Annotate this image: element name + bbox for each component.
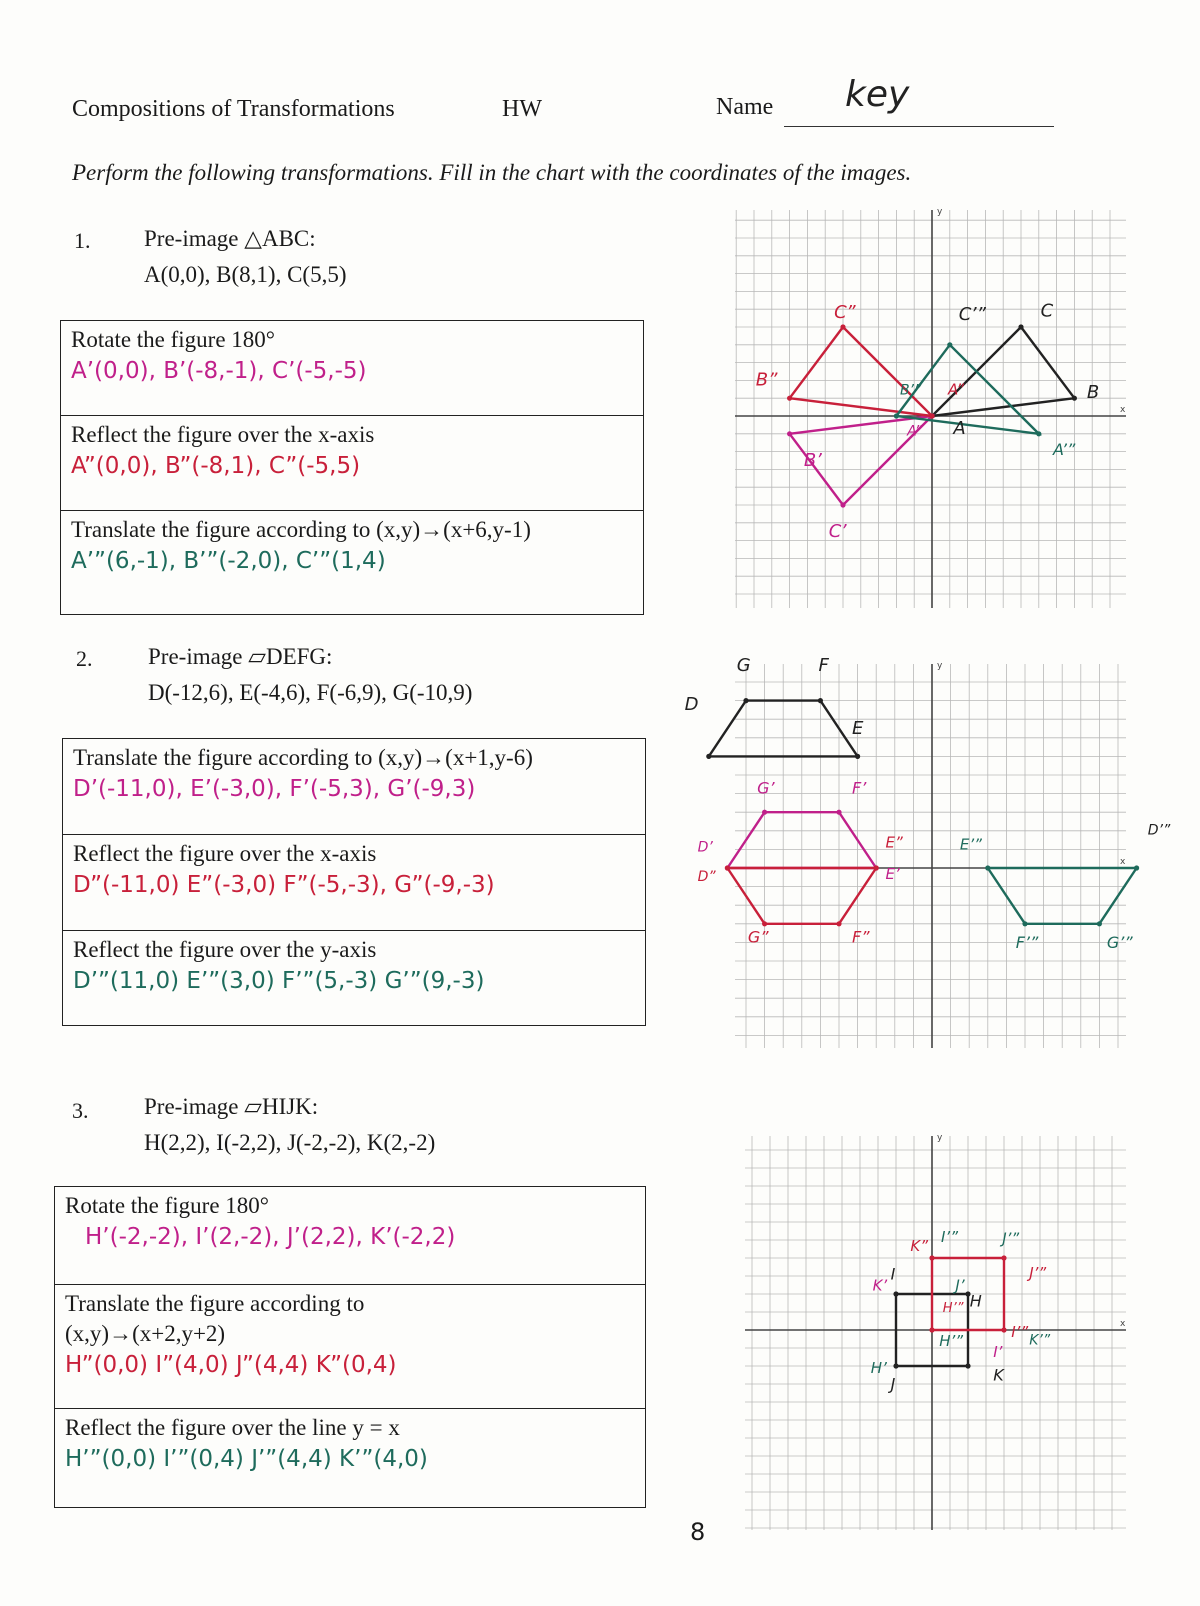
vertex-label: A’”: [1053, 440, 1076, 460]
x-axis-label: x: [1120, 857, 1126, 867]
vertex-label: I: [890, 1264, 896, 1284]
vertex-label: K: [993, 1365, 1004, 1385]
preimage-coords: A(0,0), B(8,1), C(5,5): [144, 262, 347, 287]
y-axis-label: y: [937, 1133, 943, 1143]
problem-number: 1.: [74, 228, 91, 253]
vertex-label: K”: [910, 1236, 929, 1255]
vertex-label: E: [852, 718, 864, 740]
vertex-label: A”: [948, 380, 965, 399]
vertex-label: G: [736, 654, 751, 676]
vertex-label: A: [953, 417, 966, 439]
y-axis-label: y: [937, 661, 943, 671]
vertex-label: E”: [885, 833, 903, 852]
vertex-label: C’”: [958, 303, 986, 325]
x-axis-label: x: [1120, 405, 1126, 415]
y-axis-label: y: [937, 207, 943, 217]
row-answer[interactable]: D”(-11,0) E”(-3,0) F”(-5,-3), G”(-9,-3): [73, 872, 495, 898]
vertex-point: [947, 342, 952, 347]
vertex-point: [1001, 1327, 1006, 1332]
row-answer[interactable]: D’(-11,0), E’(-3,0), F’(-5,3), G’(-9,3): [73, 776, 476, 802]
vertex-label: J’”: [1002, 1229, 1020, 1248]
vertex-label: H’”: [939, 1332, 964, 1351]
vertex-point: [762, 921, 767, 926]
row-label: Reflect the figure over the x-axis: [73, 841, 377, 866]
graph-1: [735, 207, 1126, 608]
vertex-point: [1072, 396, 1077, 401]
row-answer[interactable]: H’”(0,0) I’”(0,4) J’”(4,4) K’”(4,0): [65, 1446, 428, 1472]
vertex-point: [836, 921, 841, 926]
instructions: Perform the following transformations. Fill in the chart with the coordinates of the images.: [72, 160, 912, 185]
row-answer[interactable]: D’”(11,0) E’”(3,0) F’”(5,-3) G’”(9,-3): [73, 968, 485, 994]
vertex-label: C: [1040, 300, 1054, 322]
vertex-point: [787, 396, 792, 401]
vertex-label: D: [684, 693, 699, 715]
vertex-point: [894, 413, 899, 418]
vertex-label: I’: [993, 1343, 1003, 1361]
vertex-label: B: [1086, 382, 1100, 404]
vertex-point: [874, 865, 879, 870]
vertex-label: K’: [872, 1276, 888, 1295]
row-label: Translate the figure according to: [65, 1291, 365, 1316]
graph-3: [745, 1133, 1126, 1530]
vertex-label: H’: [870, 1359, 887, 1378]
vertex-label: C’: [828, 521, 847, 543]
problem-number: 2.: [76, 646, 93, 671]
vertex-label: D’: [697, 839, 713, 856]
name-label: Name: [716, 94, 774, 120]
row-answer[interactable]: A”(0,0), B”(-8,1), C”(-5,5): [71, 453, 361, 479]
vertex-point: [706, 754, 711, 759]
preimage-coords: D(-12,6), E(-4,6), F(-6,9), G(-10,9): [148, 680, 473, 705]
vertex-point: [840, 502, 845, 507]
row-answer[interactable]: A’(0,0), B’(-8,-1), C’(-5,-5): [71, 358, 367, 384]
x-axis-label: x: [1120, 1319, 1126, 1329]
vertex-label: B’: [803, 449, 822, 471]
vertex-point: [840, 324, 845, 329]
vertex-point: [762, 810, 767, 815]
row-answer[interactable]: H”(0,0) I”(4,0) J”(4,4) K”(0,4): [65, 1352, 397, 1378]
vertex-label: J’: [955, 1276, 965, 1295]
vertex-label: J’”: [1029, 1263, 1047, 1282]
vertex-label: F: [818, 654, 829, 676]
vertex-point: [929, 1327, 934, 1332]
vertex-point: [836, 810, 841, 815]
vertex-point: [1001, 1255, 1006, 1260]
page-number: 8: [690, 1518, 706, 1546]
vertex-point: [929, 1255, 934, 1260]
problem-number: 3.: [72, 1098, 89, 1123]
vertex-point: [743, 698, 748, 703]
vertex-label: H’”: [942, 1301, 964, 1316]
vertex-point: [1134, 865, 1139, 870]
name-value: key: [845, 74, 910, 115]
row-label: Translate the figure according to (x,y)→(x+1,y-6): [73, 745, 533, 770]
vertex-label: C”: [834, 302, 856, 324]
vertex-label: H: [969, 1291, 982, 1311]
row-label-2: (x,y)→(x+2,y+2): [65, 1321, 226, 1346]
vertex-point: [1022, 921, 1027, 926]
row-answer[interactable]: H’(-2,-2), I’(2,-2), J’(2,2), K’(-2,2): [85, 1224, 456, 1250]
vertex-label: I’”: [1011, 1323, 1029, 1342]
preimage-coords: H(2,2), I(-2,2), J(-2,-2), K(2,-2): [144, 1130, 436, 1155]
row-answer[interactable]: A’”(6,-1), B’”(-2,0), C’”(1,4): [71, 548, 386, 574]
vertex-label: G’: [757, 778, 775, 798]
vertex-point: [1018, 324, 1023, 329]
vertex-label: K’”: [1029, 1332, 1051, 1349]
vertex-label: E’”: [959, 835, 982, 854]
vertex-label: D’”: [1147, 822, 1171, 839]
row-label: Reflect the figure over the y-axis: [73, 937, 377, 962]
vertex-label: A”: [907, 423, 923, 440]
vertex-point: [893, 1291, 898, 1296]
row-label: Reflect the figure over the line y = x: [65, 1415, 400, 1440]
vertex-point: [855, 754, 860, 759]
worksheet-title: Compositions of Transformations: [72, 96, 395, 122]
vertex-label: D”: [697, 869, 716, 886]
vertex-label: G’”: [1106, 932, 1133, 952]
vertex-point: [725, 865, 730, 870]
vertex-label: F’: [852, 778, 867, 798]
vertex-label: E’: [885, 865, 900, 884]
vertex-label: G”: [747, 927, 769, 947]
vertex-point: [1097, 921, 1102, 926]
preimage-label: Pre-image △ABC:: [144, 226, 316, 251]
vertex-point: [965, 1363, 970, 1368]
row-label: Reflect the figure over the x-axis: [71, 422, 375, 447]
graph-2: [735, 661, 1126, 1048]
vertex-label: F’”: [1015, 932, 1039, 952]
vertex-point: [1036, 431, 1041, 436]
vertex-label: I’”: [941, 1227, 958, 1246]
hw-label: HW: [502, 96, 542, 122]
vertex-label: B’”: [899, 382, 922, 399]
preimage-label: Pre-image ▱DEFG:: [148, 644, 333, 669]
vertex-label: B”: [755, 369, 778, 391]
vertex-point: [818, 698, 823, 703]
vertex-label: J: [890, 1374, 896, 1394]
row-label: Rotate the figure 180°: [71, 327, 276, 352]
vertex-point: [985, 865, 990, 870]
vertex-point: [929, 413, 934, 418]
vertex-label: F”: [852, 927, 870, 947]
vertex-point: [787, 431, 792, 436]
row-label: Translate the figure according to (x,y)→(x+6,y-1): [71, 517, 531, 542]
preimage-label: Pre-image ▱HIJK:: [144, 1094, 319, 1119]
vertex-point: [893, 1363, 898, 1368]
row-label: Rotate the figure 180°: [65, 1193, 270, 1218]
